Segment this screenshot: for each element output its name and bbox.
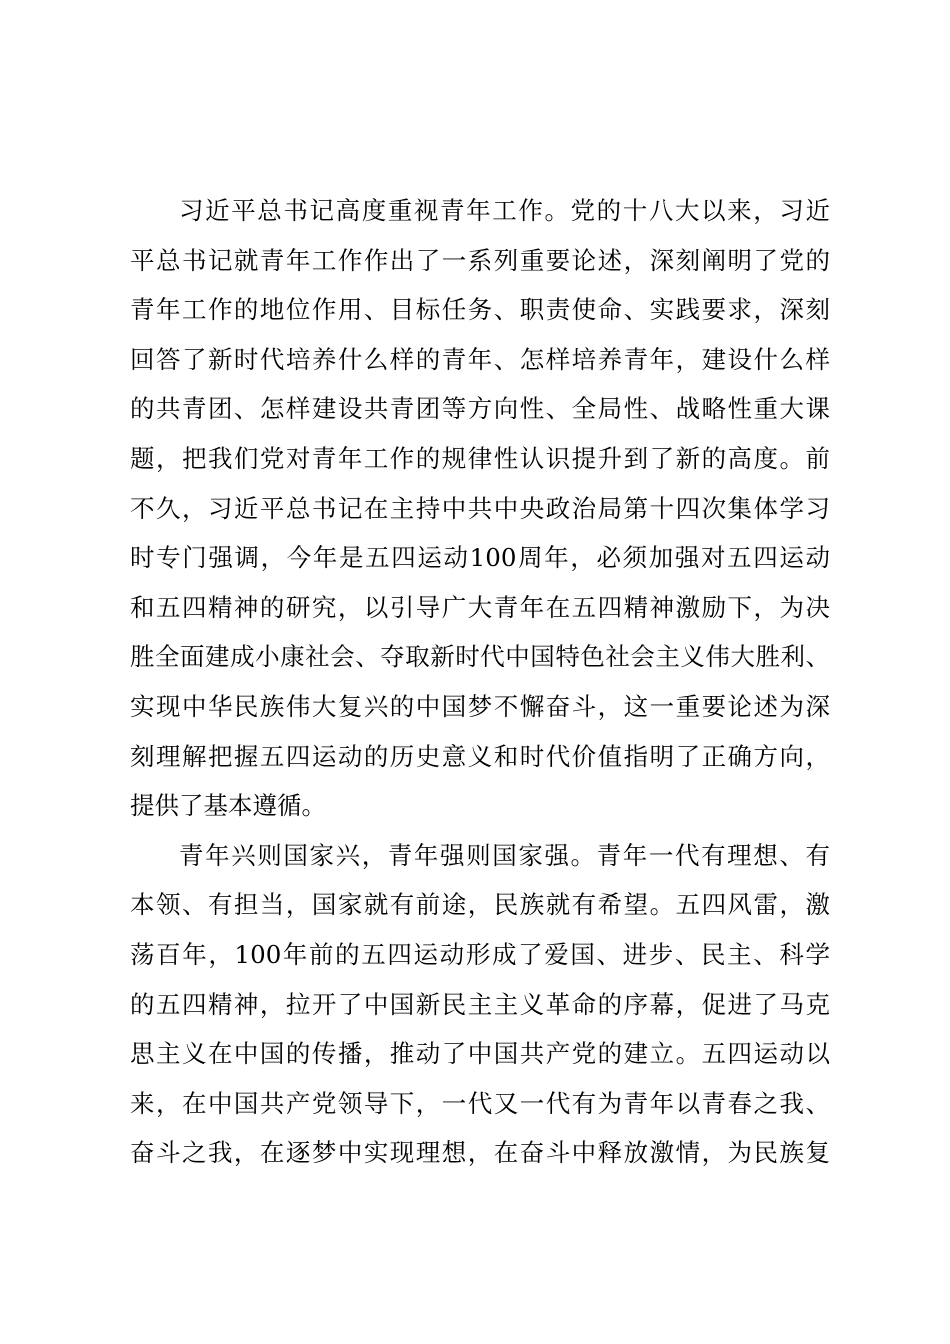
text-line: 回答了新时代培养什么样的青年、怎样培养青年，建设什么样 [130, 344, 830, 374]
text-line: 青年兴则国家兴，青年强则国家强。青年一代有理想、有 [179, 840, 830, 870]
text-line: 荡百年，100年前的五四运动形成了爱国、进步、民主、科学 [130, 939, 830, 969]
text-line: 习近平总书记高度重视青年工作。党的十八大以来，习近 [179, 196, 830, 225]
paragraph-2 [130, 831, 830, 1178]
text-line: 提供了基本遵循。 [130, 791, 326, 821]
text-line: 青年工作的地位作用、目标任务、职责使命、实践要求，深刻 [130, 295, 830, 325]
text-line: 的五四精神，拉开了中国新民主主义革命的序幕，促进了马克 [130, 989, 830, 1019]
body-text [130, 186, 830, 1178]
paragraph-1 [130, 186, 830, 831]
text-line: 平总书记就青年工作作出了一系列重要论述，深刻阐明了党的 [130, 245, 830, 275]
text-line: 实现中华民族伟大复兴的中国梦不懈奋斗，这一重要论述为深 [130, 691, 830, 721]
text-line: 不久，习近平总书记在主持中共中央政治局第十四次集体学习 [130, 493, 830, 523]
text-line: 的共青团、怎样建设共青团等方向性、全局性、战略性重大课 [130, 394, 830, 424]
text-line: 本领、有担当，国家就有前途，民族就有希望。五四风雷，激 [130, 890, 830, 920]
text-line: 来，在中国共产党领导下，一代又一代有为青年以青春之我、 [130, 1088, 830, 1118]
text-line: 胜全面建成小康社会、夺取新时代中国特色社会主义伟大胜利、 [130, 642, 830, 672]
text-line: 思主义在中国的传播，推动了中国共产党的建立。五四运动以 [130, 1039, 830, 1069]
text-line: 刻理解把握五四运动的历史意义和时代价值指明了正确方向， [130, 741, 830, 771]
text-line: 时专门强调，今年是五四运动100周年，必须加强对五四运动 [130, 543, 830, 573]
text-line: 奋斗之我，在逐梦中实现理想，在奋斗中释放激情，为民族复 [130, 1138, 830, 1168]
text-line: 和五四精神的研究，以引导广大青年在五四精神激励下，为决 [130, 592, 830, 622]
text-line: 题，把我们党对青年工作的规律性认识提升到了新的高度。前 [130, 443, 830, 473]
